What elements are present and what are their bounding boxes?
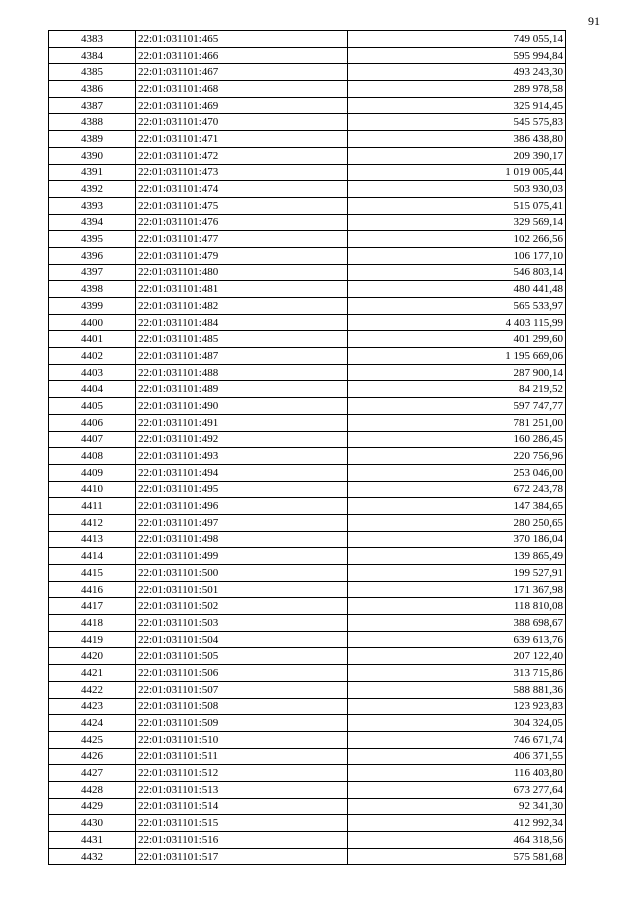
cadastral-value-cell: 280 250,65 (348, 514, 566, 531)
table-row (49, 448, 566, 465)
row-number-cell: 4403 (49, 364, 136, 381)
cadastral-value-cell: 304 324,05 (348, 715, 566, 732)
table-row (49, 798, 566, 815)
cadastral-number-cell: 22:01:031101:512 (136, 765, 348, 782)
cadastral-value-cell: 287 900,14 (348, 364, 566, 381)
table-row (49, 531, 566, 548)
table-row (49, 731, 566, 748)
cadastral-value-cell: 401 299,60 (348, 331, 566, 348)
row-number-cell: 4431 (49, 832, 136, 849)
cadastral-number-cell: 22:01:031101:469 (136, 97, 348, 114)
cadastral-number-cell: 22:01:031101:503 (136, 615, 348, 632)
table-row (49, 464, 566, 481)
cadastral-number-cell: 22:01:031101:508 (136, 698, 348, 715)
cadastral-number-cell: 22:01:031101:479 (136, 247, 348, 264)
cadastral-number-cell: 22:01:031101:507 (136, 681, 348, 698)
cadastral-value-cell: 116 403,80 (348, 765, 566, 782)
table-row (49, 131, 566, 148)
table-row (49, 231, 566, 248)
row-number-cell: 4407 (49, 431, 136, 448)
cadastral-number-cell: 22:01:031101:471 (136, 131, 348, 148)
table-row (49, 498, 566, 515)
row-number-cell: 4394 (49, 214, 136, 231)
cadastral-value-cell: 388 698,67 (348, 615, 566, 632)
row-number-cell: 4404 (49, 381, 136, 398)
table-row (49, 698, 566, 715)
cadastral-value-cell: 597 747,77 (348, 398, 566, 415)
table-row (49, 81, 566, 98)
table-row (49, 681, 566, 698)
cadastral-number-cell: 22:01:031101:515 (136, 815, 348, 832)
row-number-cell: 4391 (49, 164, 136, 181)
cadastral-value-cell: 147 384,65 (348, 498, 566, 515)
table-row (49, 581, 566, 598)
cadastral-value-cell: 672 243,78 (348, 481, 566, 498)
row-number-cell: 4384 (49, 47, 136, 64)
row-number-cell: 4427 (49, 765, 136, 782)
cadastral-number-cell: 22:01:031101:501 (136, 581, 348, 598)
row-number-cell: 4402 (49, 348, 136, 365)
cadastral-number-cell: 22:01:031101:474 (136, 181, 348, 198)
cadastral-number-cell: 22:01:031101:499 (136, 548, 348, 565)
table-row (49, 47, 566, 64)
row-number-cell: 4406 (49, 414, 136, 431)
cadastral-number-cell: 22:01:031101:494 (136, 464, 348, 481)
cadastral-number-cell: 22:01:031101:502 (136, 598, 348, 615)
cadastral-number-cell: 22:01:031101:490 (136, 398, 348, 415)
row-number-cell: 4425 (49, 731, 136, 748)
cadastral-number-cell: 22:01:031101:511 (136, 748, 348, 765)
row-number-cell: 4385 (49, 64, 136, 81)
table-row (49, 648, 566, 665)
cadastral-number-cell: 22:01:031101:517 (136, 848, 348, 865)
table-row (49, 247, 566, 264)
row-number-cell: 4410 (49, 481, 136, 498)
row-number-cell: 4412 (49, 514, 136, 531)
cadastral-number-cell: 22:01:031101:493 (136, 448, 348, 465)
table-row (49, 147, 566, 164)
cadastral-number-cell: 22:01:031101:466 (136, 47, 348, 64)
table-row (49, 314, 566, 331)
cadastral-value-cell: 106 177,10 (348, 247, 566, 264)
row-number-cell: 4429 (49, 798, 136, 815)
row-number-cell: 4399 (49, 298, 136, 315)
cadastral-number-cell: 22:01:031101:472 (136, 147, 348, 164)
row-number-cell: 4420 (49, 648, 136, 665)
table-row (49, 264, 566, 281)
cadastral-number-cell: 22:01:031101:468 (136, 81, 348, 98)
cadastral-number-cell: 22:01:031101:480 (136, 264, 348, 281)
cadastral-number-cell: 22:01:031101:506 (136, 665, 348, 682)
cadastral-value-cell: 92 341,30 (348, 798, 566, 815)
cadastral-value-cell: 464 318,56 (348, 832, 566, 849)
row-number-cell: 4422 (49, 681, 136, 698)
cadastral-number-cell: 22:01:031101:513 (136, 781, 348, 798)
row-number-cell: 4390 (49, 147, 136, 164)
table-row (49, 31, 566, 48)
table-row (49, 214, 566, 231)
cadastral-value-cell: 546 803,14 (348, 264, 566, 281)
cadastral-number-cell: 22:01:031101:475 (136, 197, 348, 214)
cadastral-value-cell: 639 613,76 (348, 631, 566, 648)
cadastral-value-cell: 209 390,17 (348, 147, 566, 164)
row-number-cell: 4413 (49, 531, 136, 548)
row-number-cell: 4424 (49, 715, 136, 732)
row-number-cell: 4418 (49, 615, 136, 632)
row-number-cell: 4395 (49, 231, 136, 248)
cadastral-number-cell: 22:01:031101:482 (136, 298, 348, 315)
row-number-cell: 4388 (49, 114, 136, 131)
table-row (49, 615, 566, 632)
cadastral-value-cell: 545 575,83 (348, 114, 566, 131)
table-row (49, 348, 566, 365)
table-row (49, 331, 566, 348)
cadastral-value-cell: 515 075,41 (348, 197, 566, 214)
cadastral-number-cell: 22:01:031101:514 (136, 798, 348, 815)
row-number-cell: 4405 (49, 398, 136, 415)
table-row (49, 197, 566, 214)
table-row (49, 815, 566, 832)
cadastral-number-cell: 22:01:031101:505 (136, 648, 348, 665)
row-number-cell: 4414 (49, 548, 136, 565)
cadastral-value-cell: 329 569,14 (348, 214, 566, 231)
cadastral-number-cell: 22:01:031101:504 (136, 631, 348, 648)
cadastral-value-cell: 595 994,84 (348, 47, 566, 64)
cadastral-value-cell: 746 671,74 (348, 731, 566, 748)
row-number-cell: 4408 (49, 448, 136, 465)
cadastral-value-cell: 673 277,64 (348, 781, 566, 798)
row-number-cell: 4392 (49, 181, 136, 198)
cadastral-number-cell: 22:01:031101:473 (136, 164, 348, 181)
row-number-cell: 4389 (49, 131, 136, 148)
cadastral-value-cell: 207 122,40 (348, 648, 566, 665)
table-row (49, 848, 566, 865)
cadastral-value-cell: 412 992,34 (348, 815, 566, 832)
cadastral-number-cell: 22:01:031101:470 (136, 114, 348, 131)
table-row (49, 114, 566, 131)
cadastral-number-cell: 22:01:031101:484 (136, 314, 348, 331)
table-row (49, 715, 566, 732)
row-number-cell: 4411 (49, 498, 136, 515)
cadastral-value-cell: 493 243,30 (348, 64, 566, 81)
cadastral-number-cell: 22:01:031101:492 (136, 431, 348, 448)
cadastral-value-cell: 84 219,52 (348, 381, 566, 398)
cadastral-value-cell: 325 914,45 (348, 97, 566, 114)
cadastral-number-cell: 22:01:031101:465 (136, 31, 348, 48)
table-row (49, 548, 566, 565)
table-row (49, 781, 566, 798)
cadastral-number-cell: 22:01:031101:498 (136, 531, 348, 548)
row-number-cell: 4423 (49, 698, 136, 715)
row-number-cell: 4387 (49, 97, 136, 114)
cadastral-value-cell: 118 810,08 (348, 598, 566, 615)
table-row (49, 64, 566, 81)
cadastral-value-cell: 1 019 005,44 (348, 164, 566, 181)
cadastral-value-cell: 406 371,55 (348, 748, 566, 765)
table-row (49, 431, 566, 448)
row-number-cell: 4401 (49, 331, 136, 348)
table-row (49, 832, 566, 849)
cadastral-value-cell: 749 055,14 (348, 31, 566, 48)
cadastral-value-cell: 4 403 115,99 (348, 314, 566, 331)
cadastral-number-cell: 22:01:031101:516 (136, 832, 348, 849)
cadastral-value-cell: 123 923,83 (348, 698, 566, 715)
cadastral-value-cell: 139 865,49 (348, 548, 566, 565)
cadastral-number-cell: 22:01:031101:476 (136, 214, 348, 231)
cadastral-value-cell: 575 581,68 (348, 848, 566, 865)
row-number-cell: 4415 (49, 565, 136, 582)
cadastral-value-cell: 171 367,98 (348, 581, 566, 598)
table-row (49, 364, 566, 381)
row-number-cell: 4397 (49, 264, 136, 281)
cadastral-number-cell: 22:01:031101:510 (136, 731, 348, 748)
cadastral-number-cell: 22:01:031101:509 (136, 715, 348, 732)
table-row (49, 381, 566, 398)
table-row (49, 181, 566, 198)
row-number-cell: 4417 (49, 598, 136, 615)
table-row (49, 565, 566, 582)
table-body (49, 31, 566, 865)
row-number-cell: 4393 (49, 197, 136, 214)
row-number-cell: 4421 (49, 665, 136, 682)
table-row (49, 481, 566, 498)
table-row (49, 414, 566, 431)
cadastral-value-cell: 313 715,86 (348, 665, 566, 682)
cadastral-value-cell: 370 186,04 (348, 531, 566, 548)
cadastral-value-cell: 160 286,45 (348, 431, 566, 448)
row-number-cell: 4416 (49, 581, 136, 598)
table-row (49, 398, 566, 415)
cadastral-number-cell: 22:01:031101:500 (136, 565, 348, 582)
cadastral-value-cell: 781 251,00 (348, 414, 566, 431)
table-row (49, 97, 566, 114)
table-row (49, 598, 566, 615)
cadastral-number-cell: 22:01:031101:497 (136, 514, 348, 531)
row-number-cell: 4386 (49, 81, 136, 98)
cadastral-value-cell: 289 978,58 (348, 81, 566, 98)
table-row (49, 164, 566, 181)
cadastral-value-cell: 102 266,56 (348, 231, 566, 248)
cadastral-number-cell: 22:01:031101:489 (136, 381, 348, 398)
row-number-cell: 4426 (49, 748, 136, 765)
row-number-cell: 4400 (49, 314, 136, 331)
cadastral-number-cell: 22:01:031101:488 (136, 364, 348, 381)
table-row (49, 281, 566, 298)
table-row (49, 514, 566, 531)
cadastral-value-table (48, 30, 566, 865)
cadastral-number-cell: 22:01:031101:485 (136, 331, 348, 348)
cadastral-number-cell: 22:01:031101:467 (136, 64, 348, 81)
cadastral-number-cell: 22:01:031101:495 (136, 481, 348, 498)
cadastral-value-cell: 1 195 669,06 (348, 348, 566, 365)
cadastral-number-cell: 22:01:031101:491 (136, 414, 348, 431)
cadastral-value-cell: 253 046,00 (348, 464, 566, 481)
row-number-cell: 4383 (49, 31, 136, 48)
cadastral-number-cell: 22:01:031101:481 (136, 281, 348, 298)
cadastral-number-cell: 22:01:031101:487 (136, 348, 348, 365)
cadastral-value-cell: 220 756,96 (348, 448, 566, 465)
table-row (49, 298, 566, 315)
page-number: 91 (588, 14, 600, 28)
table-row (49, 631, 566, 648)
cadastral-value-cell: 588 881,36 (348, 681, 566, 698)
row-number-cell: 4430 (49, 815, 136, 832)
cadastral-value-cell: 480 441,48 (348, 281, 566, 298)
row-number-cell: 4428 (49, 781, 136, 798)
cadastral-value-cell: 386 438,80 (348, 131, 566, 148)
row-number-cell: 4398 (49, 281, 136, 298)
cadastral-number-cell: 22:01:031101:496 (136, 498, 348, 515)
row-number-cell: 4432 (49, 848, 136, 865)
table-row (49, 665, 566, 682)
table-row (49, 748, 566, 765)
cadastral-number-cell: 22:01:031101:477 (136, 231, 348, 248)
cadastral-value-cell: 503 930,03 (348, 181, 566, 198)
row-number-cell: 4396 (49, 247, 136, 264)
row-number-cell: 4419 (49, 631, 136, 648)
cadastral-value-cell: 565 533,97 (348, 298, 566, 315)
cadastral-value-cell: 199 527,91 (348, 565, 566, 582)
table-row (49, 765, 566, 782)
row-number-cell: 4409 (49, 464, 136, 481)
